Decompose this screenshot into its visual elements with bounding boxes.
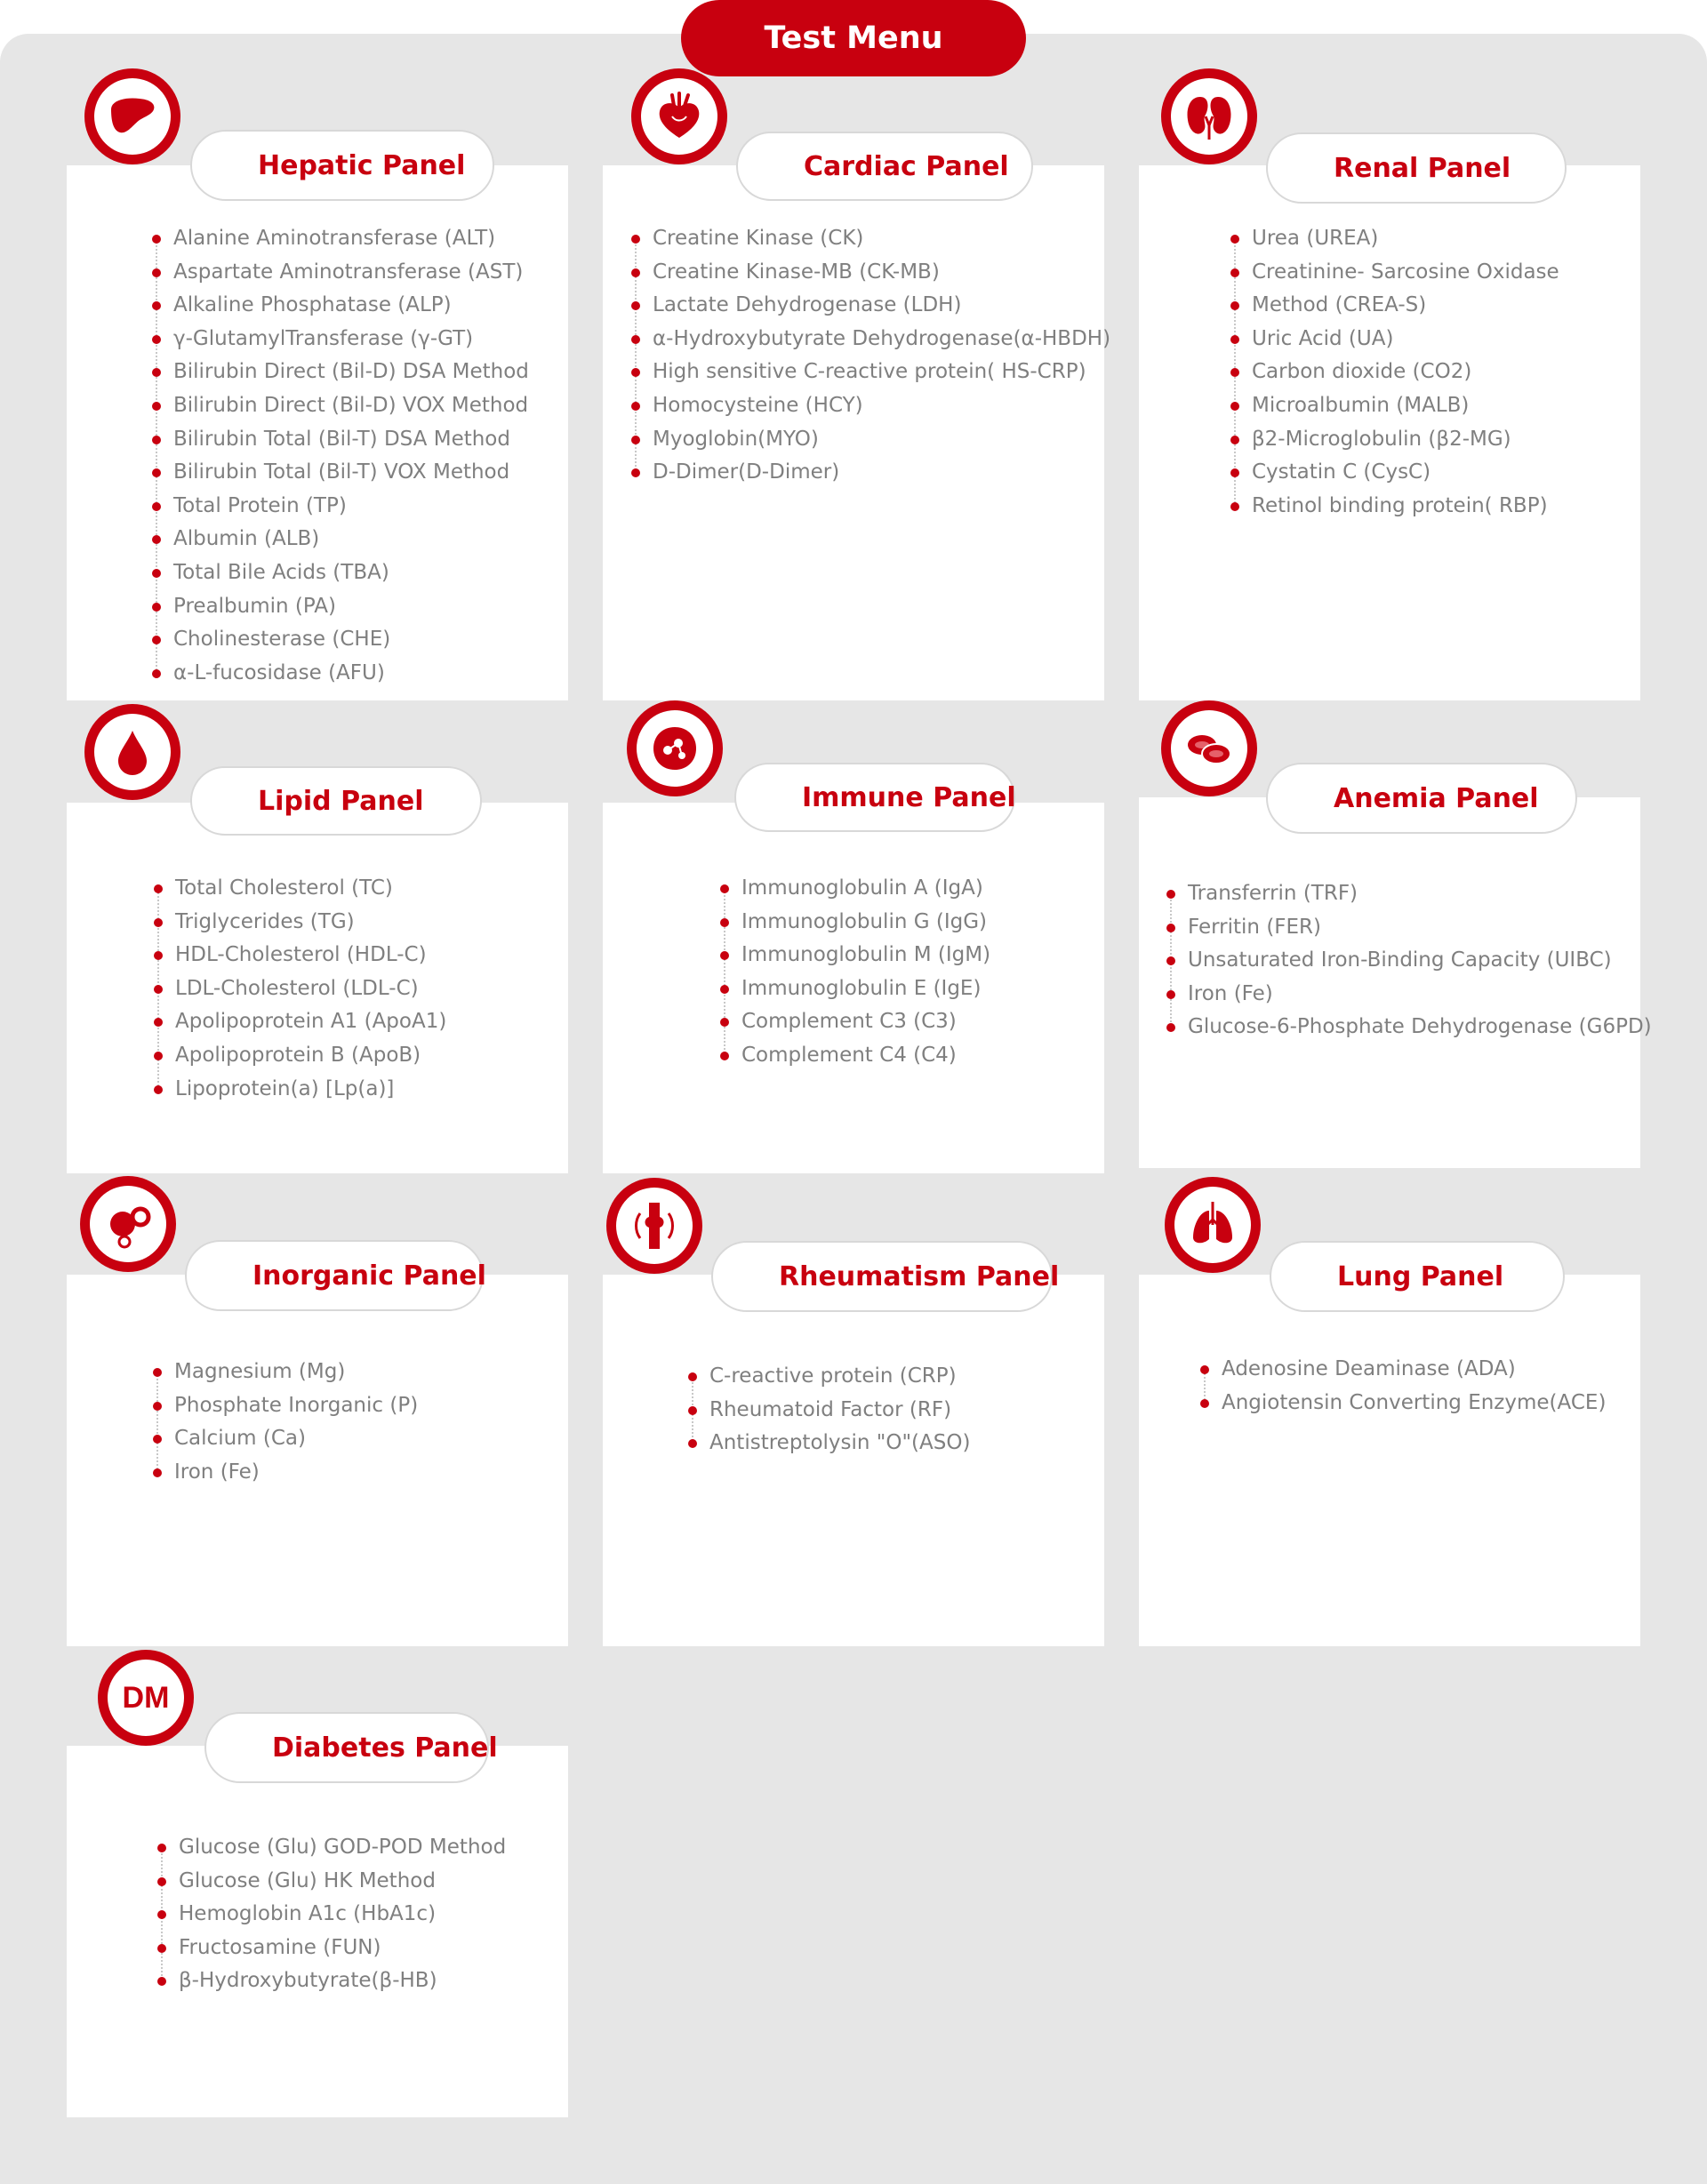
panel-title: Rheumatism Panel [779, 1260, 1060, 1292]
list-item: β-Hydroxybutyrate(β-HB) [157, 1964, 506, 1998]
list-item: Iron (Fe) [1166, 978, 1652, 1012]
panel-title: Immune Panel [802, 781, 1016, 813]
list-item: Rheumatoid Factor (RF) [688, 1394, 970, 1428]
list-item: Cystatin C (CysC) [1230, 456, 1559, 490]
list-item: Cholinesterase (CHE) [152, 623, 529, 657]
list-item: Complement C4 (C4) [720, 1039, 990, 1073]
immune-panel-test-list [720, 872, 990, 1073]
panel-title: Hepatic Panel [258, 149, 466, 181]
list-item: High sensitive C-reactive protein( HS-CRP) [631, 356, 1110, 389]
heart-icon [631, 68, 727, 164]
list-item: Creatine Kinase-MB (CK-MB) [631, 256, 1110, 290]
list-item: Bilirubin Direct (Bil-D) VOX Method [152, 389, 529, 423]
list-item: Iron (Fe) [153, 1456, 418, 1490]
list-item: Angiotensin Converting Enzyme(ACE) [1200, 1387, 1606, 1420]
blood-drop-icon [84, 704, 180, 800]
panel-title: Cardiac Panel [804, 150, 1009, 182]
list-item: Creatine Kinase (CK) [631, 222, 1110, 256]
list-item: Aspartate Aminotransferase (AST) [152, 256, 529, 290]
rheumatism-panel-test-list [688, 1360, 970, 1460]
list-item: Immunoglobulin A (IgA) [720, 872, 990, 906]
red-blood-cells-icon [1161, 700, 1257, 796]
list-item: Lactate Dehydrogenase (LDH) [631, 289, 1110, 323]
list-item: Calcium (Ca) [153, 1422, 418, 1456]
list-item: Immunoglobulin G (IgG) [720, 906, 990, 940]
list-item: Complement C3 (C3) [720, 1005, 990, 1039]
list-item: Bilirubin Direct (Bil-D) DSA Method [152, 356, 529, 389]
list-item: Transferrin (TRF) [1166, 877, 1652, 911]
rheumatism-panel-header [711, 1241, 1060, 1312]
cardiac-panel-header [736, 132, 1033, 201]
kidney-icon [1161, 68, 1257, 164]
list-item: Ferritin (FER) [1166, 911, 1652, 945]
list-item: Triglycerides (TG) [154, 906, 446, 940]
diabetes-panel-header [204, 1712, 498, 1783]
hepatic-panel-header [190, 130, 494, 201]
rheumatism-panel-card [603, 1275, 1104, 1646]
panel-title: Diabetes Panel [272, 1732, 498, 1764]
inorganic-panel-header [185, 1240, 484, 1311]
list-item: β2-Microglobulin (β2-MG) [1230, 423, 1559, 457]
list-item: Unsaturated Iron-Binding Capacity (UIBC) [1166, 944, 1652, 978]
list-item: Antistreptolysin "O"(ASO) [688, 1427, 970, 1460]
list-item: α-L-fucosidase (AFU) [152, 657, 529, 691]
list-item: Immunoglobulin M (IgM) [720, 939, 990, 972]
lipid-panel-test-list [154, 872, 446, 1106]
list-item: Alanine Aminotransferase (ALT) [152, 222, 529, 256]
list-item: Uric Acid (UA) [1230, 323, 1559, 356]
list-item: Apolipoprotein B (ApoB) [154, 1039, 446, 1073]
panel-title: Renal Panel [1334, 152, 1511, 184]
list-item: Method (CREA-S) [1230, 289, 1559, 323]
list-item: Hemoglobin A1c (HbA1c) [157, 1898, 506, 1932]
list-item: Prealbumin (PA) [152, 590, 529, 624]
panel-title: Inorganic Panel [252, 1260, 486, 1292]
list-item: Albumin (ALB) [152, 523, 529, 556]
dm-icon [98, 1650, 194, 1746]
cardiac-panel-test-list [631, 222, 1110, 490]
molecule-icon [80, 1176, 176, 1272]
list-item: Adenosine Deaminase (ADA) [1200, 1353, 1606, 1387]
list-item: Total Bile Acids (TBA) [152, 556, 529, 590]
list-item: Alkaline Phosphatase (ALP) [152, 289, 529, 323]
anemia-panel-test-list [1166, 877, 1652, 1044]
list-item: γ-GlutamylTransferase (γ-GT) [152, 323, 529, 356]
lung-panel-test-list [1200, 1353, 1606, 1420]
liver-icon [84, 68, 180, 164]
immune-panel-header [734, 763, 1015, 832]
renal-panel-test-list [1230, 222, 1559, 523]
list-item: Homocysteine (HCY) [631, 389, 1110, 423]
panel-title: Lipid Panel [258, 785, 424, 817]
lipid-panel-header [190, 766, 482, 836]
list-item: Total Cholesterol (TC) [154, 872, 446, 906]
cell-icon [627, 700, 723, 796]
list-item: Urea (UREA) [1230, 222, 1559, 256]
list-item: C-reactive protein (CRP) [688, 1360, 970, 1394]
page-title: Test Menu [681, 0, 1026, 76]
list-item: Glucose (Glu) GOD-POD Method [157, 1831, 506, 1865]
inorganic-panel-test-list [153, 1356, 418, 1489]
lung-panel-card [1139, 1275, 1640, 1646]
knee-joint-icon [606, 1178, 702, 1274]
list-item: HDL-Cholesterol (HDL-C) [154, 939, 446, 972]
list-item: Lipoprotein(a) [Lp(a)] [154, 1073, 446, 1107]
list-item: Magnesium (Mg) [153, 1356, 418, 1389]
lung-panel-header [1270, 1241, 1565, 1312]
list-item: Glucose (Glu) HK Method [157, 1865, 506, 1899]
list-item: Myoglobin(MYO) [631, 423, 1110, 457]
list-item: Microalbumin (MALB) [1230, 389, 1559, 423]
lungs-icon [1165, 1177, 1261, 1273]
list-item: D-Dimer(D-Dimer) [631, 456, 1110, 490]
list-item: LDL-Cholesterol (LDL-C) [154, 972, 446, 1006]
hepatic-panel-test-list [152, 222, 529, 690]
list-item: Creatinine- Sarcosine Oxidase [1230, 256, 1559, 290]
anemia-panel-header [1266, 763, 1577, 834]
list-item: Total Protein (TP) [152, 490, 529, 524]
list-item: Glucose-6-Phosphate Dehydrogenase (G6PD) [1166, 1011, 1652, 1044]
diabetes-panel-test-list [157, 1831, 506, 1998]
panel-title: Anemia Panel [1334, 782, 1539, 814]
list-item: Immunoglobulin E (IgE) [720, 972, 990, 1006]
dm-icon-label: DM [122, 1680, 170, 1715]
list-item: Carbon dioxide (CO2) [1230, 356, 1559, 389]
list-item: Fructosamine (FUN) [157, 1932, 506, 1965]
list-item: Retinol binding protein( RBP) [1230, 490, 1559, 524]
list-item: Apolipoprotein A1 (ApoA1) [154, 1005, 446, 1039]
list-item: Bilirubin Total (Bil-T) VOX Method [152, 456, 529, 490]
panel-title: Lung Panel [1337, 1260, 1504, 1292]
list-item: Bilirubin Total (Bil-T) DSA Method [152, 423, 529, 457]
list-item: α-Hydroxybutyrate Dehydrogenase(α-HBDH) [631, 323, 1110, 356]
renal-panel-header [1266, 132, 1567, 204]
list-item: Phosphate Inorganic (P) [153, 1389, 418, 1423]
